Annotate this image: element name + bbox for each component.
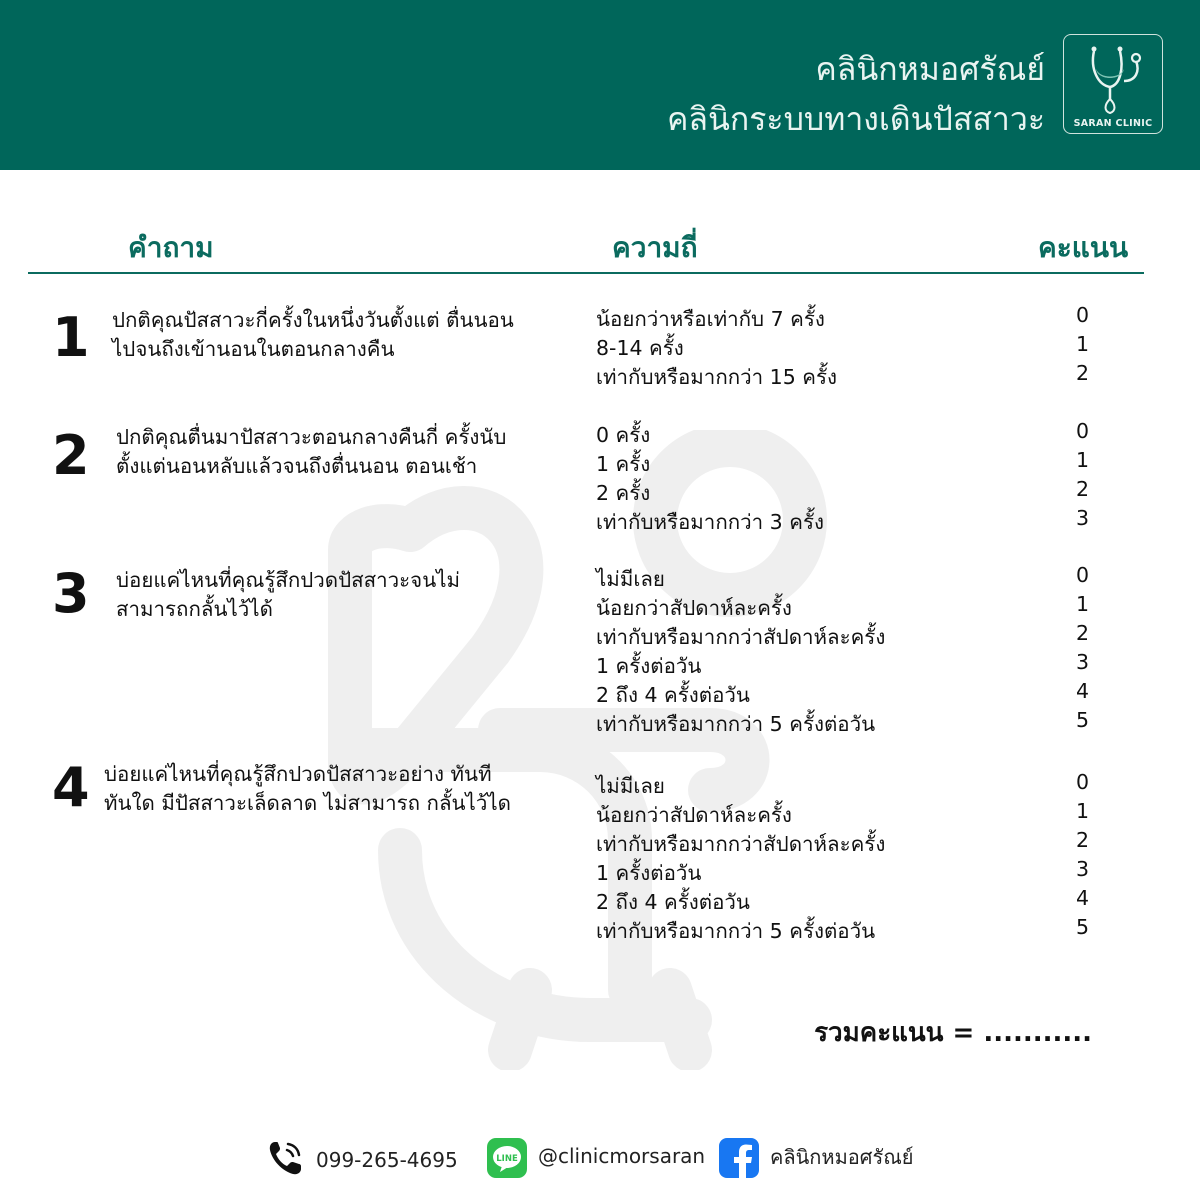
frequency-option: 2 ถึง 4 ครั้งต่อวัน: [596, 683, 750, 707]
option-score: 1: [1076, 448, 1090, 472]
option-score: 5: [1076, 915, 1090, 939]
question-number: 3: [52, 562, 90, 625]
option-score: 0: [1076, 770, 1090, 794]
frequency-option: ไม่มีเลย: [596, 774, 665, 798]
question-text: บ่อยแค่ไหนที่คุณรู้สึกปวดปัสสาวะอย่าง ทันทีทันใด มีปัสสาวะเล็ดลาด ไม่สามารถ กลั้นไว้ได: [104, 762, 511, 815]
option-score: 1: [1076, 592, 1090, 616]
footer-facebook[interactable]: [718, 1138, 914, 1182]
phone-icon: [266, 1138, 306, 1182]
frequency-option: เท่ากับหรือมากกว่า 5 ครั้งต่อวัน: [596, 712, 876, 736]
option-score: 0: [1076, 563, 1090, 587]
option-score: 4: [1076, 679, 1090, 703]
question-text: ปกติคุณปัสสาวะกี่ครั้งในหนึ่งวันตั้งแต่ ตื่นนอน ไปจนถึงเข้านอนในตอนกลางคืน: [112, 308, 514, 361]
line-id: @clinicmorsaran: [538, 1144, 706, 1168]
phone-number: 099-265-4695: [316, 1148, 458, 1172]
footer-line[interactable]: [486, 1138, 705, 1182]
frequency-option: เท่ากับหรือมากกว่า 15 ครั้ง: [596, 365, 838, 389]
frequency-option: น้อยกว่าสัปดาห์ละครั้ง: [596, 803, 792, 827]
option-score: 2: [1076, 477, 1090, 501]
logo-text: SARAN CLINIC: [1073, 118, 1153, 129]
facebook-icon: [718, 1137, 760, 1183]
frequency-option: 2 ถึง 4 ครั้งต่อวัน: [596, 890, 750, 914]
frequency-option: 8-14 ครั้ง: [596, 336, 684, 360]
option-score: 5: [1076, 708, 1090, 732]
question-number: 4: [52, 756, 90, 819]
header-divider: [28, 272, 1144, 274]
frequency-option: เท่ากับหรือมากกว่าสัปดาห์ละครั้ง: [596, 832, 886, 856]
option-score: 0: [1076, 419, 1090, 443]
frequency-option: 0 ครั้ง: [596, 423, 651, 447]
option-score: 1: [1076, 799, 1090, 823]
frequency-option: 2 ครั้ง: [596, 481, 651, 505]
clinic-name: คลินิกหมอศรัณย์: [815, 50, 1045, 88]
frequency-option: น้อยกว่าหรือเท่ากับ 7 ครั้ง: [596, 307, 825, 331]
clinic-logo: [1063, 34, 1163, 134]
option-score: 3: [1076, 857, 1090, 881]
frequency-option: 1 ครั้ง: [596, 452, 651, 476]
frequency-option: 1 ครั้งต่อวัน: [596, 861, 702, 885]
option-score: 1: [1076, 332, 1090, 356]
question-number: 1: [52, 306, 90, 369]
frequency-option: เท่ากับหรือมากกว่าสัปดาห์ละครั้ง: [596, 625, 886, 649]
facebook-page-name: คลินิกหมอศรัณย์: [770, 1145, 914, 1169]
option-score: 0: [1076, 303, 1090, 327]
column-header-frequency: ความถี่: [612, 231, 698, 264]
frequency-option: เท่ากับหรือมากกว่า 5 ครั้งต่อวัน: [596, 919, 876, 943]
clinic-subtitle: คลินิกระบบทางเดินปัสสาวะ: [666, 100, 1045, 138]
svg-text:LINE: LINE: [496, 1154, 518, 1164]
frequency-option: ไม่มีเลย: [596, 567, 665, 591]
column-header-score: คะแนน: [1038, 231, 1129, 264]
option-score: 2: [1076, 621, 1090, 645]
question-text: ปกติคุณตื่นมาปัสสาวะตอนกลางคืนกี่ ครั้งนับตั้งแต่นอนหลับแล้วจนถึงตื่นนอน ตอนเช้า: [116, 425, 507, 478]
option-score: 3: [1076, 650, 1090, 674]
question-text: บ่อยแค่ไหนที่คุณรู้สึกปวดปัสสาวะจนไม่ สามารถกลั้นไว้ได้: [116, 568, 461, 621]
total-score-line: รวมคะแนน = ...........: [814, 1018, 1092, 1048]
column-header-question: คำถาม: [128, 231, 214, 264]
option-score: 2: [1076, 828, 1090, 852]
option-score: 4: [1076, 886, 1090, 910]
option-score: 2: [1076, 361, 1090, 385]
question-number: 2: [52, 424, 90, 487]
frequency-option: น้อยกว่าสัปดาห์ละครั้ง: [596, 596, 792, 620]
line-icon: [486, 1137, 528, 1183]
header-banner: [0, 0, 1200, 170]
frequency-option: 1 ครั้งต่อวัน: [596, 654, 702, 678]
footer-phone[interactable]: [266, 1138, 458, 1182]
frequency-option: เท่ากับหรือมากกว่า 3 ครั้ง: [596, 510, 824, 534]
option-score: 3: [1076, 506, 1090, 530]
